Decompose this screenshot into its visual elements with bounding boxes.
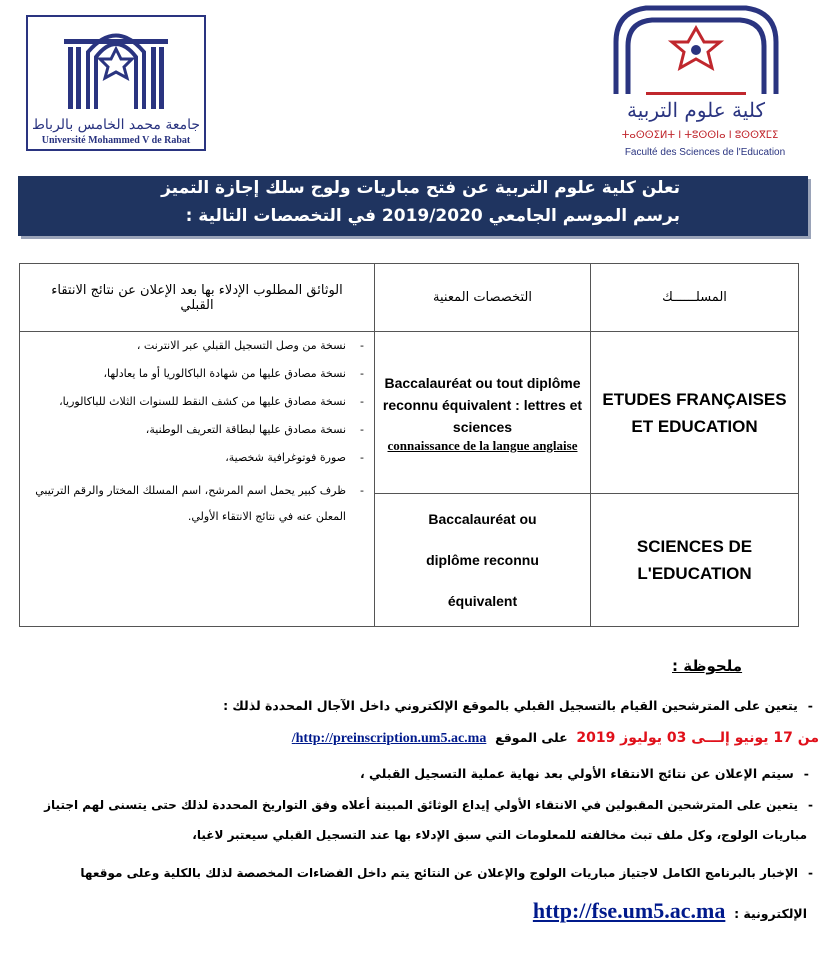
university-arabic-name: جامعة محمد الخامس بالرباط — [31, 117, 201, 133]
list-item: - نسخة مصادق عليها لبطاقة التعريف الوطنية، — [28, 422, 364, 438]
documents-cell — [20, 332, 375, 627]
preinscription-link[interactable]: http://preinscription.um5.ac.ma/ — [291, 731, 487, 746]
header-documents: الوثائق المطلوب الإدلاء بها بعد الإعلان عن نتائج الانتقاء القبلي — [20, 264, 375, 332]
faculty-arabic-name: كلية علوم التربية — [627, 98, 765, 122]
specialty-line: diplôme reconnu — [426, 552, 539, 568]
note-item-results: -سيتم الإعلان عن نتائج الانتقاء الأولي بعد نهاية عملية التسجيل القبلي ، — [359, 766, 809, 781]
header-track: المسلــــــك — [591, 264, 799, 332]
list-item: - نسخة مصادق عليها من كشف النقط للسنوات الثلاث للباكالوريا، — [28, 394, 364, 410]
list-item: - صورة فوتوغرافية شخصية، — [28, 450, 364, 466]
faculty-logo — [606, 2, 806, 162]
specialty-cell — [375, 332, 591, 494]
list-item: - نسخة مصادق عليها من شهادة الباكالوريا أو ما يعادلها، — [28, 366, 364, 382]
university-latin-name: Université Mohammed V de Rabat — [41, 135, 191, 146]
note-item-program: -الإخبار بالبرنامج الكامل لاجتياز مباريات الولوج والإعلان عن النتائج يتم داخل الفضاءات المخصصة لذلك بالكلية وعلى موقعها — [80, 866, 813, 880]
faculty-tifinagh-name: ⵜⴰⵙⵙⵉⵍⵜ ⵏ ⵜⵓⵙⵙⵏⴰ ⵏ ⵓⵙⵙⴳⵎⵉ — [621, 130, 779, 141]
table-row — [20, 332, 799, 494]
faculty-website-link[interactable]: http://fse.um5.ac.ma — [532, 898, 726, 923]
specialty-line: Baccalauréat ou — [428, 511, 537, 527]
announcement-banner — [18, 176, 808, 236]
faculty-latin-name: Faculté des Sciences de l'Education — [624, 147, 786, 158]
specialty-text: Baccalauréat ou tout diplôme reconnu équivalent : lettres et sciences — [382, 374, 583, 435]
banner-line-1: تعلن كلية علوم التربية عن فتح مباريات ولوج سلك إجازة التميز — [161, 178, 680, 198]
university-emblem-icon — [28, 17, 204, 117]
on-site-label: على الموقع — [495, 730, 568, 745]
note-item-preregistration: -يتعين على المترشحين القيام بالتسجيل القبلي بالموقع الإلكتروني داخل الآجال المحددة لذلك : — [223, 698, 813, 713]
specialty-cell — [375, 494, 591, 627]
specialties-table — [19, 263, 799, 627]
note-item-program-cont: الإلكترونية : http://fse.um5.ac.ma — [532, 898, 807, 923]
list-item: - نسخة من وصل التسجيل القبلي عبر الانترنت ، — [28, 338, 364, 354]
table-header-row — [20, 264, 799, 332]
registration-dates: من 17 يونيو إلـــى 03 يوليوز 2019 — [576, 730, 819, 746]
track-name: SCIENCES DE L'EDUCATION — [636, 537, 753, 583]
university-logo — [26, 15, 206, 151]
note-item-deposit-cont: مباريات الولوج، وكل ملف تبث مخالفته للمعلومات التي سبق الإدلاء بها عند التسجيل القبلي سيعتبر لاغيا، — [192, 828, 807, 842]
notes-title: ملحوظة : — [672, 657, 743, 675]
faculty-emblem-icon — [606, 2, 806, 98]
note-item-deposit: -يتعين على المترشحين المقبولين في الانتقاء الأولي إيداع الوثائق المبينة أعلاه وفق التواريخ المحددة لذلك حتى يتسنى لهم اجتياز — [44, 798, 813, 812]
specialty-note: connaissance de la langue anglaise — [387, 437, 578, 453]
list-item: - ظرف كبير يحمل اسم المرشح، اسم المسلك المختار والرقم الترتيبي المعلن عنه في نتائج الانتقاء الأولي. — [28, 478, 364, 530]
track-cell — [591, 494, 799, 627]
specialty-line: équivalent — [447, 593, 518, 609]
banner-line-2: برسم الموسم الجامعي 2019/2020 في التخصصات التالية : — [185, 206, 680, 226]
note-dates-line — [292, 730, 819, 747]
header-specialties: التخصصات المعنية — [375, 264, 591, 332]
track-name: ETUDES FRANÇAISES ET EDUCATION — [602, 389, 787, 436]
documents-list — [20, 332, 374, 530]
track-cell — [591, 332, 799, 494]
